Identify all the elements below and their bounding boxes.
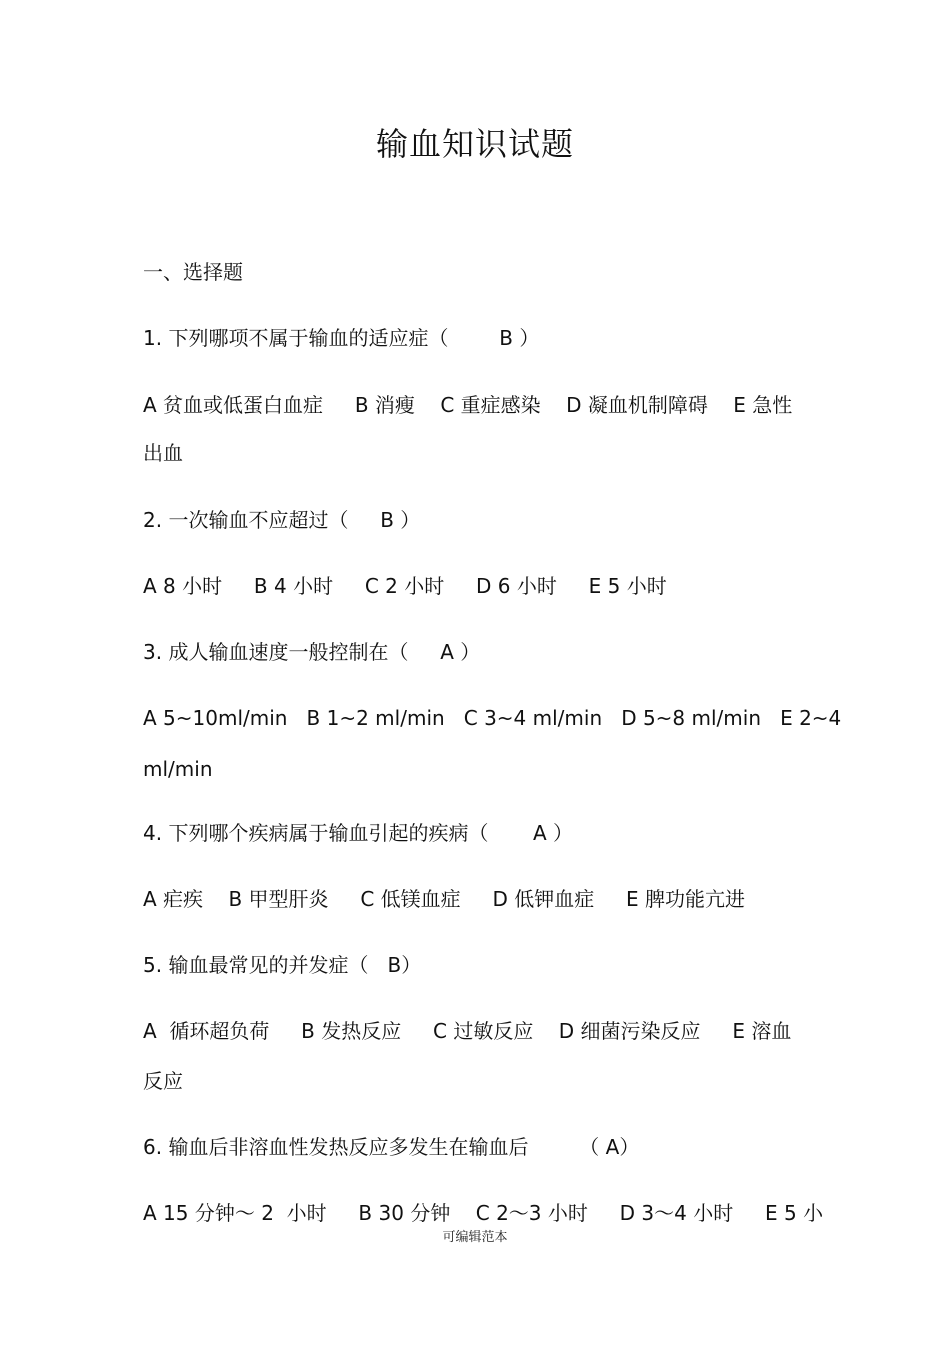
- question-1: 1. 下列哪项不属于输血的适应症（ B ）: [143, 326, 540, 350]
- question-1-options-continued: 出血: [143, 441, 183, 465]
- question-3-options-continued: ml/min: [143, 757, 213, 781]
- question-6: 6. 输血后非溶血性发热反应多发生在输血后 （ A）: [143, 1135, 640, 1159]
- question-5-options-continued: 反应: [143, 1069, 183, 1093]
- question-5-options: A 循环超负荷 B 发热反应 C 过敏反应 D 细菌污染反应 E 溶血: [143, 1019, 792, 1043]
- question-4: 4. 下列哪个疾病属于输血引起的疾病（ A ）: [143, 821, 573, 845]
- question-2: 2. 一次输血不应超过（ B ）: [143, 508, 421, 532]
- section-heading: 一、选择题: [143, 260, 243, 284]
- page-footer: 可编辑范本: [442, 1230, 508, 1245]
- document-title: 输血知识试题: [375, 125, 574, 163]
- question-1-options: A 贫血或低蛋白血症 B 消瘦 C 重症感染 D 凝血机制障碍 E 急性: [143, 393, 793, 417]
- question-5: 5. 输血最常见的并发症（ B）: [143, 953, 422, 977]
- question-3-options: A 5~10ml/min B 1~2 ml/min C 3~4 ml/min D 5~8 ml/min E 2~4: [143, 706, 842, 730]
- question-2-options: A 8 小时 B 4 小时 C 2 小时 D 6 小时 E 5 小时: [143, 574, 667, 598]
- question-6-options: A 15 分钟～ 2 小时 B 30 分钟 C 2～3 小时 D 3～4 小时 E 5 小: [143, 1201, 824, 1225]
- question-4-options: A 疟疾 B 甲型肝炎 C 低镁血症 D 低钾血症 E 脾功能亢进: [143, 887, 745, 911]
- question-3: 3. 成人输血速度一般控制在（ A ）: [143, 640, 481, 664]
